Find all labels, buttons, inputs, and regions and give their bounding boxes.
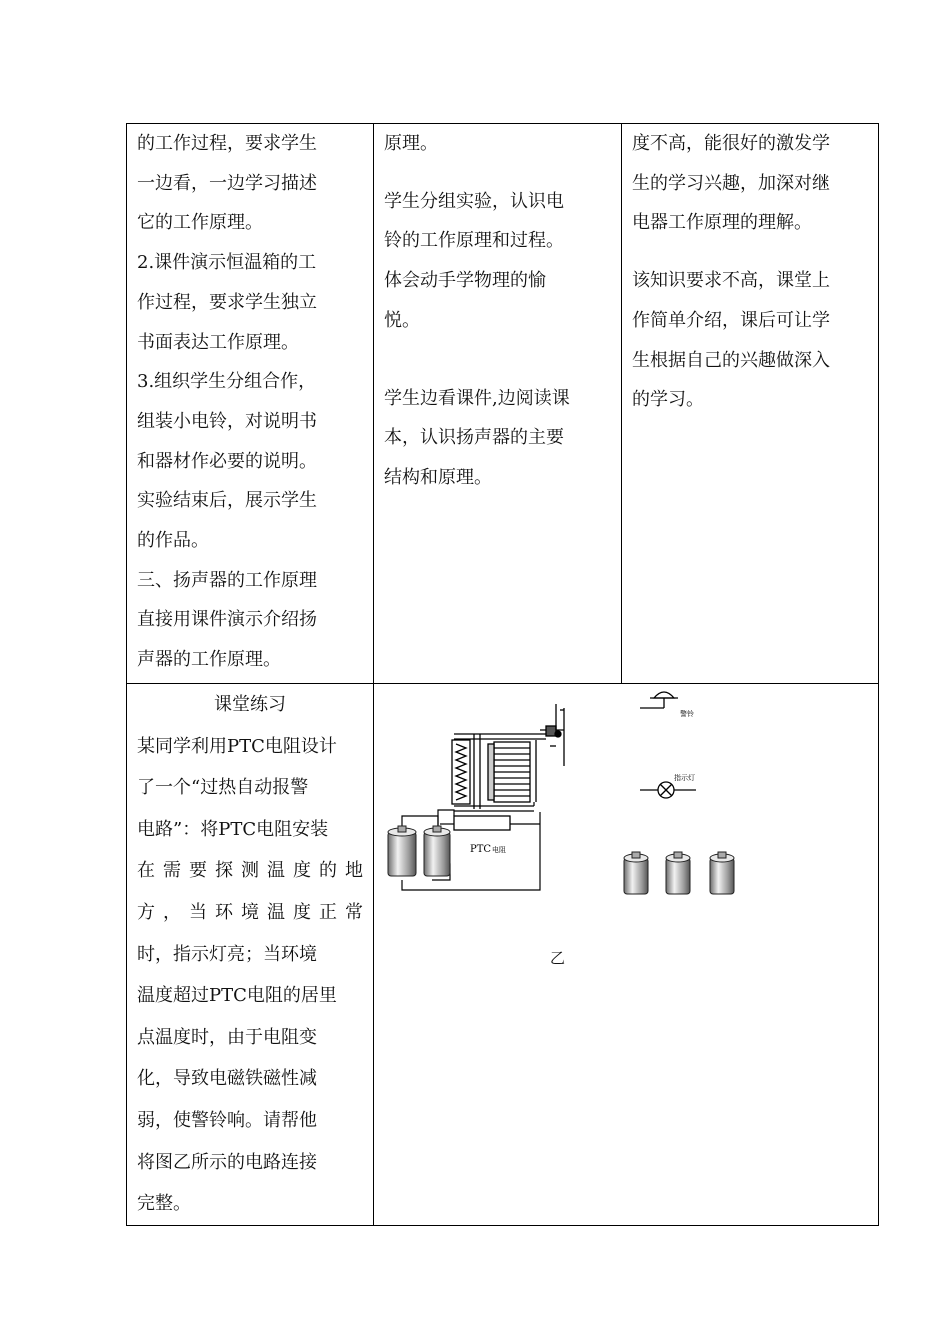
- ptc-suffix-label: 电阻: [492, 846, 506, 854]
- text-line: 生根据自己的兴趣做深入: [632, 349, 830, 371]
- ptc-resistor: [454, 816, 510, 855]
- text-line: 温度超过PTC电阻的居里: [137, 985, 337, 1007]
- relay: [452, 704, 564, 811]
- text-line: 原理。: [384, 133, 438, 154]
- text-line: 弱，使警铃响。请帮他: [137, 1109, 317, 1131]
- text-line: 直接用课件演示介绍扬: [137, 609, 317, 631]
- text-line: 结构和原理。: [384, 466, 492, 488]
- text-line: 该知识要求不高，课堂上: [632, 270, 830, 292]
- text-line: 书面表达工作原理。: [137, 331, 299, 353]
- exercise-row: [127, 684, 879, 1226]
- text-line: 度不高，能很好的激发学: [632, 133, 830, 154]
- alarm-bell: [640, 692, 694, 718]
- bell-label: 警铃: [680, 710, 694, 718]
- text-line: 学生边看课件,边阅读课: [384, 387, 570, 409]
- lesson-plan-table: [126, 123, 879, 1226]
- text-line: 的工作过程，要求学生: [137, 133, 317, 154]
- student-activity-cell: [374, 124, 622, 684]
- text-line: 学生分组实验，认识电: [384, 190, 564, 212]
- text-line: 在需要探测温度的地: [137, 860, 363, 882]
- text-line: 方，当环境温度正常: [137, 901, 363, 923]
- text-line: 3.组织学生分组合作，: [137, 371, 317, 393]
- text-line: 体会动手学物理的愉: [384, 270, 546, 292]
- text-line: 点温度时，由于电阻变: [137, 1026, 317, 1048]
- spacer: [632, 243, 868, 261]
- text-line: 电路”：将PTC电阻安装: [137, 818, 329, 840]
- text-line: 化，导致电磁铁磁性减: [137, 1068, 317, 1090]
- teaching-row: [127, 124, 879, 684]
- lamp-label: 指示灯: [674, 774, 695, 782]
- circuit-diagram: [374, 684, 878, 1211]
- text-line: 某同学利用PTC电阻设计: [137, 735, 337, 757]
- spacer: [384, 164, 611, 182]
- text-line: 作过程，要求学生独立: [137, 291, 317, 313]
- text-line: 悦。: [384, 309, 420, 331]
- text-line: 将图乙所示的电路连接: [137, 1151, 317, 1173]
- text-line: 组装小电铃，对说明书: [137, 410, 317, 432]
- ptc-label: PTC: [470, 844, 492, 855]
- circuit-diagram-cell: [374, 684, 879, 1226]
- text-line: 了一个“过热自动报警: [137, 777, 309, 799]
- text-line: 三、扬声器的工作原理: [137, 569, 317, 591]
- text-line: 声器的工作原理。: [137, 649, 281, 671]
- text-line: 本，认识扬声器的主要: [384, 427, 564, 449]
- text-line: 电器工作原理的理解。: [632, 212, 812, 234]
- text-line: 2.课件演示恒温箱的工: [137, 252, 317, 274]
- text-line: 铃的工作原理和过程。: [384, 230, 564, 252]
- figure-caption: 乙: [550, 949, 566, 967]
- text-line: 和器材作必要的说明。: [137, 450, 317, 472]
- text-line: 时，指示灯亮；当环境: [137, 943, 317, 965]
- spacer: [384, 341, 611, 379]
- text-line: 作简单介绍，课后可让学: [632, 309, 830, 331]
- teacher-activity-cell: [127, 124, 374, 684]
- text-line: 它的工作原理。: [137, 212, 263, 234]
- indicator-lamp: [640, 773, 696, 798]
- exercise-heading: 课堂练习: [214, 694, 286, 715]
- text-line: 的学习。: [632, 389, 704, 411]
- text-line: 一边看，一边学习描述: [137, 172, 317, 194]
- text-line: 的作品。: [137, 530, 209, 552]
- text-line: 实验结束后，展示学生: [137, 490, 317, 512]
- exercise-text-cell: [127, 684, 374, 1226]
- text-line: 完整。: [137, 1193, 191, 1215]
- battery-group: [624, 852, 734, 894]
- battery-pair: [388, 826, 450, 876]
- circuit-drawing: [374, 684, 836, 964]
- text-line: 生的学习兴趣，加深对继: [632, 172, 830, 194]
- design-intent-cell: [622, 124, 879, 684]
